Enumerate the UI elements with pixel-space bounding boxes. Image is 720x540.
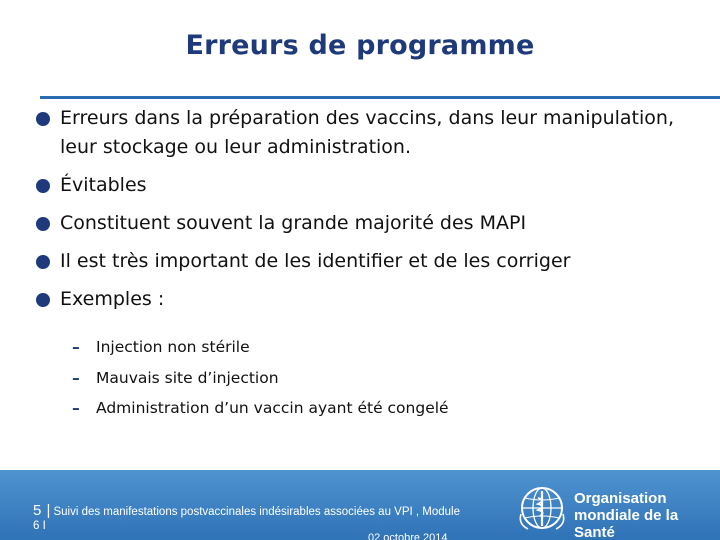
who-name-line1: Organisation <box>574 490 667 507</box>
footer-date: 02 octobre 2014 <box>368 532 448 540</box>
bullet-text: Exemples : <box>60 288 165 310</box>
bullet-text: Constituent souvent la grande majorité des MAPI <box>60 212 527 234</box>
who-emblem-icon <box>518 484 566 532</box>
who-name-line2: mondiale de la Santé <box>574 507 679 540</box>
title-divider <box>40 96 720 99</box>
bullet-text: Évitables <box>60 174 147 196</box>
bullet-dot-icon <box>36 255 50 269</box>
sub-bullet-item <box>72 367 672 389</box>
bullet-dot-icon <box>36 217 50 231</box>
bullet-item <box>36 104 696 162</box>
dash-icon: – <box>72 368 80 387</box>
bullet-item <box>36 285 696 314</box>
sub-bullet-text: Injection non stérile <box>96 338 250 356</box>
bullet-dot-icon <box>36 112 50 126</box>
sub-bullet-item <box>72 397 672 419</box>
slide-title: Erreurs de programme <box>185 30 535 61</box>
dash-icon: – <box>72 338 80 356</box>
dash-icon: – <box>72 399 80 417</box>
bullet-text: Erreurs dans la préparation des vaccins, dans leur manipulation, leur stockage ou leur administration. <box>60 107 674 158</box>
page-number: 5 <box>33 502 42 519</box>
bullet-dot-icon <box>36 179 50 193</box>
footer-module-text: Suivi des manifestations postvaccinales indésirables associées au VPI , Module 6 I <box>33 506 461 532</box>
who-logo-text <box>574 490 714 540</box>
sub-bullet-list <box>72 336 672 428</box>
footer-caption <box>33 504 463 533</box>
bullet-text: Il est très important de les identifier et de les corriger <box>60 250 571 272</box>
bullet-dot-icon <box>36 293 50 307</box>
bullet-item <box>36 247 696 276</box>
footer-separator: | <box>46 502 51 519</box>
sub-bullet-text: Mauvais site d’injection <box>96 368 279 387</box>
bullet-list <box>36 104 696 323</box>
bullet-item <box>36 209 696 238</box>
bullet-item <box>36 171 696 200</box>
sub-bullet-item <box>72 336 672 358</box>
sub-bullet-text: Administration d’un vaccin ayant été congelé <box>96 399 449 417</box>
